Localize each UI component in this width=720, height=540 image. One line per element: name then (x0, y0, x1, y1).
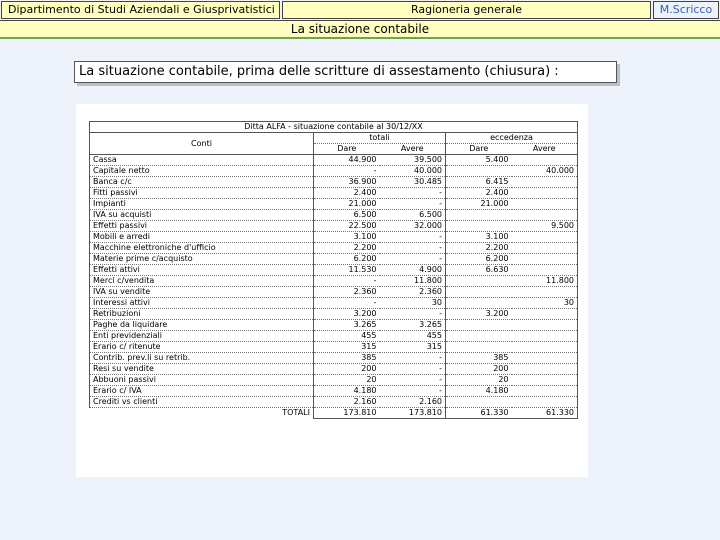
cell-eccedenza-avere (512, 287, 578, 298)
cell-totali-avere: - (380, 353, 446, 364)
table-row (90, 342, 578, 353)
cell-eccedenza-dare: 5.400 (446, 155, 512, 166)
notice-box: La situazione contabile, prima delle scritture di assestamento (chiusura) : (74, 61, 617, 83)
department-label: Dipartimento di Studi Aziendali e Giusprivatistici (1, 1, 280, 19)
cell-eccedenza-avere (512, 342, 578, 353)
header-conti: Conti (90, 133, 314, 155)
cell-totali-avere: - (380, 375, 446, 386)
cell-totali-dare: 3.200 (314, 309, 380, 320)
totals-totali-avere: 173.810 (380, 408, 446, 419)
table-row (90, 386, 578, 397)
table-row (90, 309, 578, 320)
totals-label: TOTALI (282, 408, 310, 418)
cell-eccedenza-avere: 30 (512, 298, 578, 309)
cell-eccedenza-avere (512, 199, 578, 210)
cell-conto: Crediti vs clienti (90, 397, 314, 408)
cell-conto: Contrib. prev.li su retrib. (90, 353, 314, 364)
cell-eccedenza-avere (512, 397, 578, 408)
cell-totali-avere: 3.265 (380, 320, 446, 331)
cell-conto: Retribuzioni (90, 309, 314, 320)
cell-totali-dare: 385 (314, 353, 380, 364)
cell-totali-avere: 2.160 (380, 397, 446, 408)
cell-conto: Banca c/c (90, 177, 314, 188)
cell-conto: Effetti attivi (90, 265, 314, 276)
cell-totali-avere: 30.485 (380, 177, 446, 188)
author-label: M.Scricco (653, 1, 719, 19)
cell-totali-dare: - (314, 298, 380, 309)
cell-totali-avere: - (380, 188, 446, 199)
cell-eccedenza-dare (446, 221, 512, 232)
table-row (90, 397, 578, 408)
cell-totali-dare: 3.100 (314, 232, 380, 243)
table-row (90, 331, 578, 342)
cell-conto: Impianti (90, 199, 314, 210)
cell-conto: Abbuoni passivi (90, 375, 314, 386)
cell-eccedenza-dare (446, 320, 512, 331)
table-row (90, 320, 578, 331)
table-row (90, 177, 578, 188)
cell-eccedenza-avere: 40.000 (512, 166, 578, 177)
cell-eccedenza-dare: 20 (446, 375, 512, 386)
cell-totali-dare: 44.900 (314, 155, 380, 166)
totals-row (90, 408, 578, 419)
cell-eccedenza-dare (446, 397, 512, 408)
cell-totali-dare: 20 (314, 375, 380, 386)
cell-eccedenza-avere (512, 320, 578, 331)
cell-conto: Macchine elettroniche d'ufficio (90, 243, 314, 254)
table-row (90, 298, 578, 309)
header-eccedenza-dare: Dare (446, 144, 512, 155)
header-eccedenza-avere: Avere (512, 144, 578, 155)
cell-totali-dare: - (314, 166, 380, 177)
cell-conto: Capitale netto (90, 166, 314, 177)
cell-totali-avere: 2.360 (380, 287, 446, 298)
cell-eccedenza-dare (446, 331, 512, 342)
cell-eccedenza-dare: 385 (446, 353, 512, 364)
table-row (90, 188, 578, 199)
cell-eccedenza-avere (512, 243, 578, 254)
cell-totali-dare: 6.200 (314, 254, 380, 265)
cell-totali-dare: 3.265 (314, 320, 380, 331)
cell-conto: Materie prime c/acquisto (90, 254, 314, 265)
table-row (90, 243, 578, 254)
cell-conto: Fitti passivi (90, 188, 314, 199)
table-row (90, 254, 578, 265)
cell-eccedenza-dare: 2.400 (446, 188, 512, 199)
table-row (90, 210, 578, 221)
cell-totali-avere: 32.000 (380, 221, 446, 232)
table-title: Ditta ALFA - situazione contabile al 30/12/XX (90, 122, 578, 133)
cell-totali-avere: - (380, 364, 446, 375)
header-totali-dare: Dare (314, 144, 380, 155)
cell-eccedenza-dare: 2.200 (446, 243, 512, 254)
cell-eccedenza-dare: 3.200 (446, 309, 512, 320)
header-eccedenza: eccedenza (446, 133, 578, 144)
cell-eccedenza-avere (512, 232, 578, 243)
cell-eccedenza-avere (512, 265, 578, 276)
cell-totali-dare: 2.160 (314, 397, 380, 408)
cell-totali-dare: 2.400 (314, 188, 380, 199)
table-row (90, 199, 578, 210)
cell-eccedenza-avere (512, 177, 578, 188)
cell-conto: IVA su acquisti (90, 210, 314, 221)
cell-eccedenza-dare: 200 (446, 364, 512, 375)
cell-totali-dare: 21.000 (314, 199, 380, 210)
spreadsheet-image (76, 104, 588, 477)
cell-eccedenza-avere (512, 331, 578, 342)
cell-conto: Effetti passivi (90, 221, 314, 232)
table-title-row (90, 122, 578, 133)
cell-eccedenza-dare: 6.630 (446, 265, 512, 276)
table-row (90, 265, 578, 276)
cell-totali-avere: 30 (380, 298, 446, 309)
cell-conto: Enti previdenziali (90, 331, 314, 342)
cell-conto: IVA su vendite (90, 287, 314, 298)
table-row (90, 353, 578, 364)
header-totali-avere: Avere (380, 144, 446, 155)
cell-totali-dare: 315 (314, 342, 380, 353)
cell-eccedenza-avere (512, 254, 578, 265)
cell-totali-avere: - (380, 254, 446, 265)
cell-conto: Interessi attivi (90, 298, 314, 309)
cell-eccedenza-dare: 6.200 (446, 254, 512, 265)
cell-eccedenza-dare (446, 287, 512, 298)
cell-eccedenza-dare: 4.180 (446, 386, 512, 397)
cell-totali-dare: 6.500 (314, 210, 380, 221)
cell-totali-avere: 4.900 (380, 265, 446, 276)
cell-totali-dare: 4.180 (314, 386, 380, 397)
cell-totali-avere: 455 (380, 331, 446, 342)
cell-totali-avere: - (380, 386, 446, 397)
cell-eccedenza-avere (512, 364, 578, 375)
cell-eccedenza-dare: 6.415 (446, 177, 512, 188)
cell-conto: Resi su vendite (90, 364, 314, 375)
table-row (90, 276, 578, 287)
cell-conto: Paghe da liquidare (90, 320, 314, 331)
header-totali: totali (314, 133, 446, 144)
cell-totali-avere: - (380, 243, 446, 254)
cell-eccedenza-avere (512, 386, 578, 397)
cell-totali-avere: 40.000 (380, 166, 446, 177)
table-row (90, 364, 578, 375)
cell-eccedenza-avere (512, 353, 578, 364)
cell-eccedenza-dare (446, 276, 512, 287)
cell-eccedenza-avere (512, 309, 578, 320)
ledger-table (89, 121, 578, 419)
cell-totali-dare: 200 (314, 364, 380, 375)
cell-conto: Erario c/ IVA (90, 386, 314, 397)
cell-eccedenza-avere (512, 375, 578, 386)
cell-totali-avere: - (380, 309, 446, 320)
cell-eccedenza-avere: 11.800 (512, 276, 578, 287)
table-row (90, 287, 578, 298)
cell-conto: Erario c/ ritenute (90, 342, 314, 353)
cell-eccedenza-avere (512, 155, 578, 166)
table-row (90, 155, 578, 166)
cell-totali-dare: 2.200 (314, 243, 380, 254)
cell-totali-dare: - (314, 276, 380, 287)
cell-totali-dare: 22.500 (314, 221, 380, 232)
cell-eccedenza-avere (512, 188, 578, 199)
cell-totali-avere: 11.800 (380, 276, 446, 287)
cell-eccedenza-avere: 9.500 (512, 221, 578, 232)
cell-conto: Merci c/vendita (90, 276, 314, 287)
table-row (90, 375, 578, 386)
table-row (90, 232, 578, 243)
totals-totali-dare: 173.810 (314, 408, 380, 419)
cell-conto: Cassa (90, 155, 314, 166)
cell-totali-dare: 36.900 (314, 177, 380, 188)
course-title: Ragioneria generale (282, 1, 651, 19)
table-row (90, 221, 578, 232)
cell-eccedenza-dare (446, 210, 512, 221)
cell-eccedenza-dare: 21.000 (446, 199, 512, 210)
cell-eccedenza-avere (512, 210, 578, 221)
cell-eccedenza-dare: 3.100 (446, 232, 512, 243)
cell-eccedenza-dare (446, 342, 512, 353)
cell-totali-avere: - (380, 232, 446, 243)
cell-totali-dare: 455 (314, 331, 380, 342)
cell-totali-dare: 2.360 (314, 287, 380, 298)
cell-totali-avere: 315 (380, 342, 446, 353)
cell-conto: Mobili e arredi (90, 232, 314, 243)
cell-totali-avere: - (380, 199, 446, 210)
table-header-row-1 (90, 133, 578, 144)
cell-eccedenza-dare (446, 166, 512, 177)
cell-eccedenza-dare (446, 298, 512, 309)
totals-eccedenza-avere: 61.330 (512, 408, 578, 419)
cell-totali-dare: 11.530 (314, 265, 380, 276)
table-row (90, 166, 578, 177)
cell-totali-avere: 39.500 (380, 155, 446, 166)
totals-eccedenza-dare: 61.330 (446, 408, 512, 419)
slide-subtitle: La situazione contabile (0, 20, 720, 39)
cell-totali-avere: 6.500 (380, 210, 446, 221)
